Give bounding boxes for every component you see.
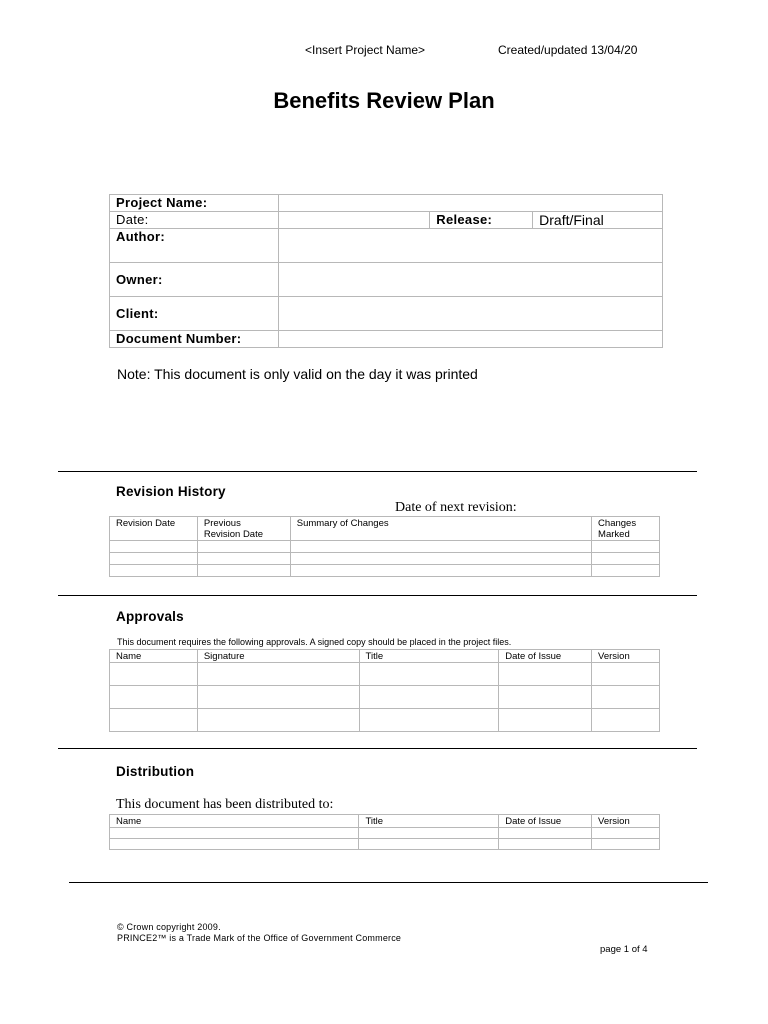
release-label: Release:: [430, 212, 533, 229]
col-header-changes-marked: Changes Marked: [592, 517, 660, 541]
table-row: [110, 663, 660, 686]
distribution-heading: Distribution: [116, 764, 195, 779]
col-header-title: Title: [359, 815, 499, 828]
table-row: [110, 686, 660, 709]
author-field[interactable]: [278, 229, 662, 263]
distribution-table: [109, 814, 660, 850]
table-row: [110, 709, 660, 732]
table-row: [110, 553, 660, 565]
date-label: Date:: [110, 212, 279, 229]
owner-field[interactable]: [278, 263, 662, 297]
document-number-field[interactable]: [278, 331, 662, 348]
col-header-name: Name: [110, 815, 359, 828]
created-updated-date: Created/updated 13/04/20: [498, 43, 638, 57]
section-divider: [58, 595, 697, 596]
col-header-title: Title: [359, 650, 499, 663]
approvals-requirement-text: This document requires the following approvals. A signed copy should be placed in the project files.: [117, 637, 512, 647]
client-field[interactable]: [278, 297, 662, 331]
table-row: [110, 828, 660, 839]
author-label: Author:: [110, 229, 279, 263]
project-name-field[interactable]: [278, 195, 662, 212]
col-header-revision-date: Revision Date: [110, 517, 198, 541]
col-header-signature: Signature: [197, 650, 359, 663]
copyright-notice: © Crown copyright 2009.: [117, 922, 221, 932]
col-header-date-of-issue: Date of Issue: [499, 815, 592, 828]
col-header-previous-revision-date: Previous Revision Date: [197, 517, 290, 541]
revision-history-table: [109, 516, 660, 577]
document-number-label: Document Number:: [110, 331, 279, 348]
col-header-name: Name: [110, 650, 198, 663]
table-row: [110, 565, 660, 577]
col-header-summary-of-changes: Summary of Changes: [290, 517, 591, 541]
trademark-notice: PRINCE2™ is a Trade Mark of the Office of Government Commerce: [117, 933, 402, 943]
project-name-placeholder: <Insert Project Name>: [305, 43, 426, 57]
next-revision-label: Date of next revision:: [395, 500, 517, 515]
approvals-heading: Approvals: [116, 609, 184, 624]
client-label: Client:: [110, 297, 279, 331]
project-name-label: Project Name:: [110, 195, 279, 212]
footer-divider: [69, 882, 708, 883]
col-header-date-of-issue: Date of Issue: [499, 650, 592, 663]
page-number: page 1 of 4: [600, 944, 648, 955]
table-row: [110, 839, 660, 850]
owner-label: Owner:: [110, 263, 279, 297]
section-divider: [58, 471, 697, 472]
revision-history-heading: Revision History: [116, 484, 226, 499]
section-divider: [58, 748, 697, 749]
col-header-version: Version: [592, 815, 660, 828]
approvals-table: [109, 649, 660, 732]
col-header-version: Version: [592, 650, 660, 663]
date-field[interactable]: [278, 212, 430, 229]
validity-note: Note: This document is only valid on the day it was printed: [117, 366, 478, 382]
release-value: Draft/Final: [533, 212, 663, 229]
document-title: Benefits Review Plan: [273, 88, 495, 113]
table-row: [110, 541, 660, 553]
distribution-intro: This document has been distributed to:: [116, 797, 334, 812]
project-info-table: [109, 194, 663, 348]
